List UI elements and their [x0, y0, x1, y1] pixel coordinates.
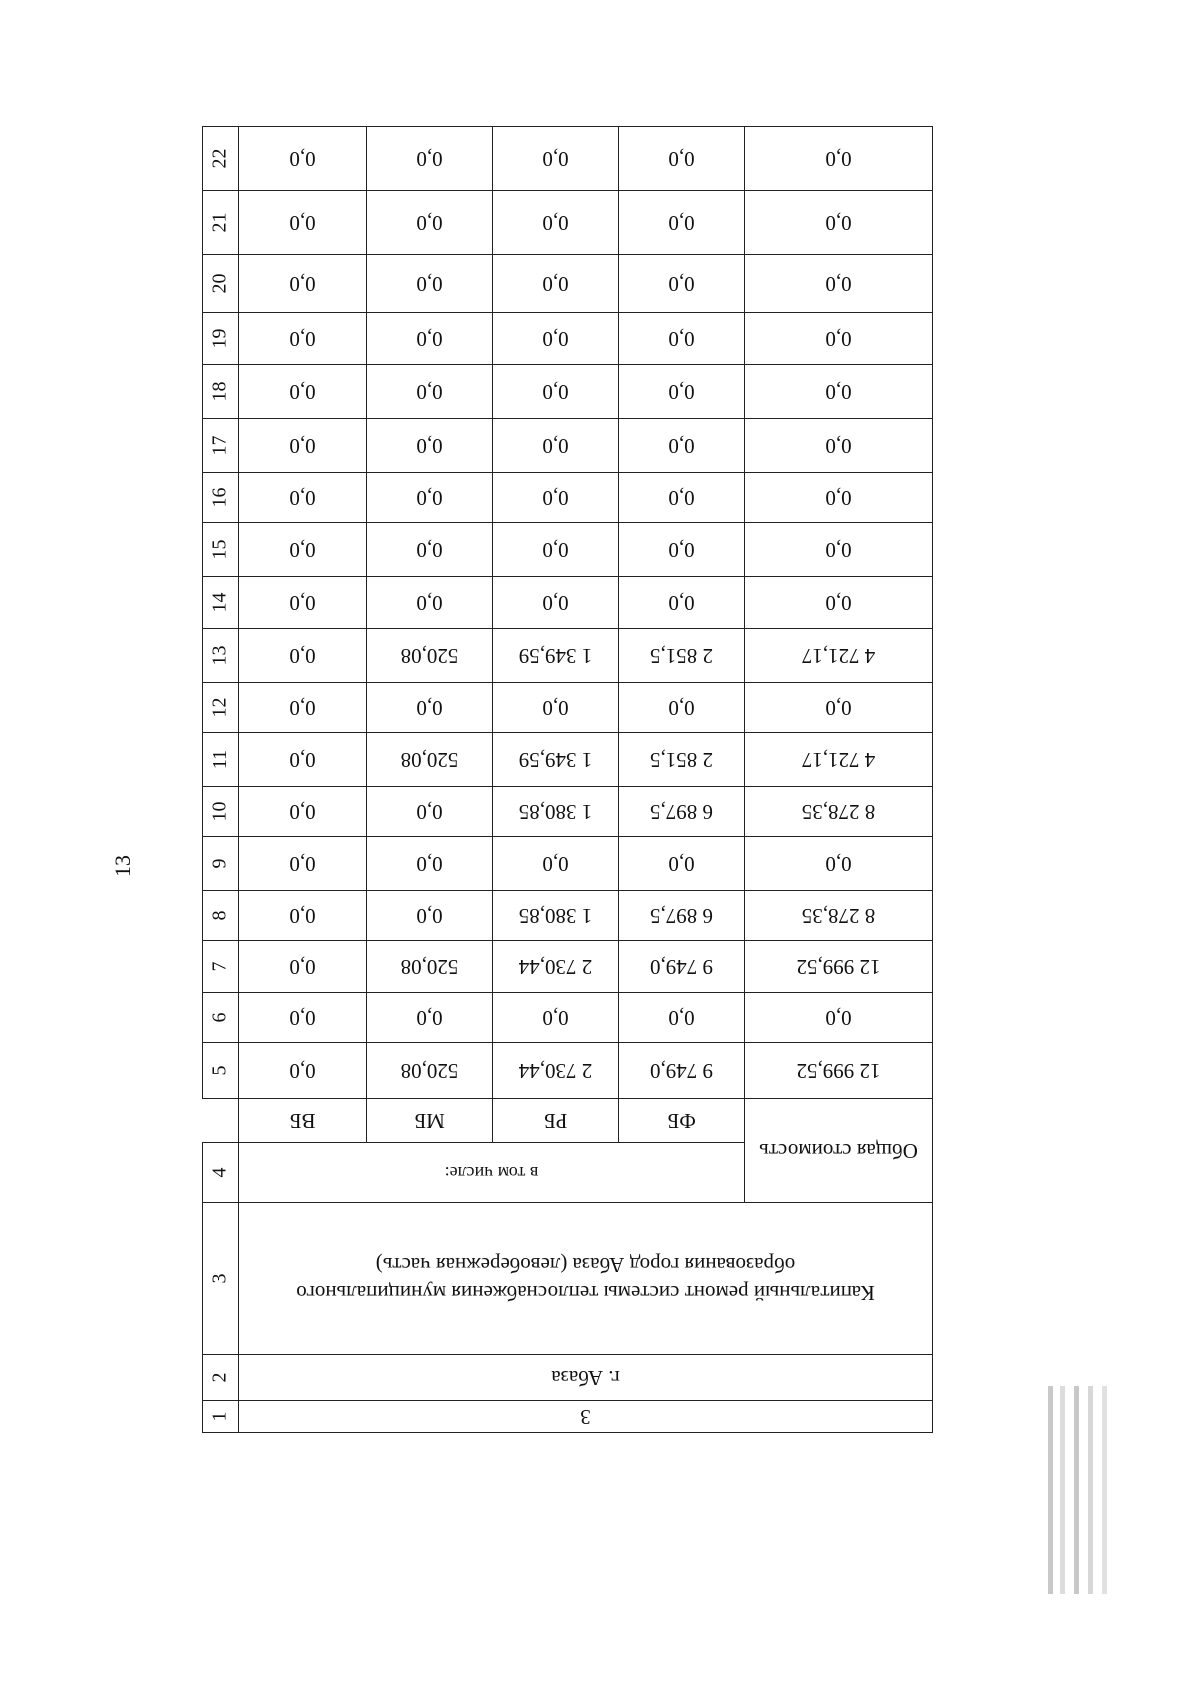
value-cell: 0,0	[367, 473, 493, 523]
value-cell: 0,0	[239, 313, 367, 365]
value-cell: 12 999,52	[745, 1043, 933, 1099]
table-row	[203, 1401, 933, 1433]
financing-table	[202, 126, 933, 1433]
value-cell: 0,0	[367, 313, 493, 365]
table-row	[203, 787, 933, 837]
value-cell: 520,08	[367, 629, 493, 683]
column-number: 7	[209, 961, 231, 972]
column-number: 13	[209, 645, 231, 666]
table-row	[203, 941, 933, 993]
value-cell: 1 380,85	[493, 787, 619, 837]
table-row	[203, 577, 933, 629]
value-cell: 0,0	[745, 993, 933, 1043]
value-cell: 12 999,52	[745, 941, 933, 993]
column-number: 22	[209, 148, 231, 169]
value-cell: 0,0	[745, 313, 933, 365]
column-number-cell	[203, 523, 239, 577]
table-row	[203, 993, 933, 1043]
value-cell: 0,0	[619, 993, 745, 1043]
table-row	[203, 629, 933, 683]
value-cell: 0,0	[367, 683, 493, 733]
value-cell: 0,0	[367, 837, 493, 891]
column-number: 11	[209, 749, 232, 770]
value-cell: 0,0	[239, 941, 367, 993]
table-row	[203, 191, 933, 255]
column-number-cell	[203, 1203, 239, 1355]
value-cell: 9 749,0	[619, 941, 745, 993]
value-cell: 2 730,44	[493, 941, 619, 993]
value-cell: 520,08	[367, 733, 493, 787]
value-cell: 1 380,85	[493, 891, 619, 941]
value-cell: 0,0	[239, 1043, 367, 1099]
value-cell: 4 721,17	[745, 629, 933, 683]
table-row	[203, 313, 933, 365]
table-row	[203, 255, 933, 313]
table-row	[203, 523, 933, 577]
column-number: 3	[209, 1273, 231, 1284]
value-cell: 2 851,5	[619, 629, 745, 683]
value-cell: 0,0	[619, 127, 745, 191]
column-number-cell	[203, 127, 239, 191]
value-cell: 0,0	[619, 313, 745, 365]
column-number-cell	[203, 1043, 239, 1099]
source-label-cell: МБ	[367, 1099, 493, 1143]
value-cell: 0,0	[367, 787, 493, 837]
value-cell: 0,0	[367, 127, 493, 191]
source-label-cell: ФБ	[619, 1099, 745, 1143]
value-cell: 1 349,59	[493, 733, 619, 787]
value-cell: 0,0	[239, 473, 367, 523]
value-cell: 0,0	[239, 891, 367, 941]
value-cell: 0,0	[493, 255, 619, 313]
value-cell: 0,0	[367, 577, 493, 629]
table-row	[203, 473, 933, 523]
value-cell: 0,0	[619, 837, 745, 891]
value-cell: 0,0	[493, 127, 619, 191]
value-cell: 0,0	[239, 787, 367, 837]
value-cell: 0,0	[619, 419, 745, 473]
column-number: 14	[209, 592, 231, 613]
source-label-cell: ВБ	[239, 1099, 367, 1143]
column-number-cell	[203, 577, 239, 629]
column-number-cell	[203, 993, 239, 1043]
value-cell: 0,0	[745, 255, 933, 313]
column-number: 8	[209, 910, 231, 921]
table-row	[203, 1355, 933, 1401]
column-number-cell	[203, 419, 239, 473]
column-number-cell	[203, 473, 239, 523]
value-cell: 1 349,59	[493, 629, 619, 683]
subheader-cell: в том числе:	[239, 1143, 745, 1203]
value-cell: 0,0	[239, 523, 367, 577]
column-number: 15	[209, 539, 231, 560]
table-row	[203, 419, 933, 473]
table-row	[203, 733, 933, 787]
value-cell: 0,0	[239, 419, 367, 473]
value-cell: 0,0	[745, 191, 933, 255]
value-cell: 0,0	[367, 191, 493, 255]
table-row	[203, 891, 933, 941]
value-cell: 0,0	[493, 313, 619, 365]
value-cell: 520,08	[367, 1043, 493, 1099]
column-number-cell	[203, 255, 239, 313]
source-label-cell: РБ	[493, 1099, 619, 1143]
value-cell: 520,08	[367, 941, 493, 993]
value-cell: 0,0	[745, 683, 933, 733]
column-number-cell	[203, 891, 239, 941]
value-cell: 8 278,35	[745, 891, 933, 941]
value-cell: 0,0	[745, 419, 933, 473]
value-cell: 0,0	[745, 473, 933, 523]
value-cell: 0,0	[493, 191, 619, 255]
value-cell: 0,0	[493, 419, 619, 473]
value-cell: 6 897,5	[619, 787, 745, 837]
value-cell: 0,0	[239, 191, 367, 255]
column-number: 1	[209, 1411, 231, 1422]
value-cell: 0,0	[367, 255, 493, 313]
column-number: 6	[209, 1012, 231, 1023]
value-cell: 0,0	[239, 127, 367, 191]
value-cell: 0,0	[239, 255, 367, 313]
column-number: 5	[209, 1065, 231, 1076]
value-cell: 0,0	[619, 255, 745, 313]
table-row	[203, 365, 933, 419]
value-cell: 0,0	[239, 683, 367, 733]
description-cell: Капитальный ремонт системы теплоснабжения муниципального образования город Абаза (левобережная часть)	[239, 1203, 933, 1355]
value-cell: 0,0	[239, 577, 367, 629]
value-cell: 8 278,35	[745, 787, 933, 837]
column-number-cell	[203, 313, 239, 365]
value-cell: 0,0	[493, 577, 619, 629]
column-number-cell	[203, 941, 239, 993]
value-cell: 0,0	[239, 629, 367, 683]
value-cell: 0,0	[619, 473, 745, 523]
value-cell: 0,0	[367, 891, 493, 941]
column-number-cell	[203, 1401, 239, 1433]
value-cell: 0,0	[619, 577, 745, 629]
table-row	[203, 1143, 933, 1203]
value-cell: 0,0	[619, 523, 745, 577]
column-number: 2	[209, 1372, 231, 1383]
value-cell: 0,0	[239, 733, 367, 787]
column-number-cell	[203, 683, 239, 733]
table-row	[203, 1203, 933, 1355]
column-number: 9	[209, 858, 231, 869]
value-cell: 0,0	[745, 837, 933, 891]
column-number-cell	[203, 1355, 239, 1401]
value-cell: 0,0	[493, 523, 619, 577]
value-cell: 0,0	[367, 523, 493, 577]
value-cell: 0,0	[367, 365, 493, 419]
column-number-cell	[203, 1143, 239, 1203]
value-cell: 0,0	[367, 419, 493, 473]
value-cell: 6 897,5	[619, 891, 745, 941]
value-cell: 0,0	[619, 683, 745, 733]
column-number-cell	[203, 787, 239, 837]
value-cell: 0,0	[239, 837, 367, 891]
value-cell: 0,0	[619, 191, 745, 255]
value-cell: 2 851,5	[619, 733, 745, 787]
value-cell: 4 721,17	[745, 733, 933, 787]
value-cell: 0,0	[745, 577, 933, 629]
column-number-cell	[203, 837, 239, 891]
value-cell: 0,0	[493, 473, 619, 523]
value-cell: 9 749,0	[619, 1043, 745, 1099]
scan-stamp	[1040, 1380, 1126, 1600]
column-number-cell	[203, 365, 239, 419]
column-number: 4	[209, 1167, 231, 1178]
table-row	[203, 683, 933, 733]
value-cell: 0,0	[745, 523, 933, 577]
column-number: 18	[209, 381, 231, 402]
value-cell: 0,0	[493, 365, 619, 419]
table-row	[203, 837, 933, 891]
value-cell: 0,0	[239, 365, 367, 419]
table-row	[203, 1043, 933, 1099]
column-number: 12	[209, 697, 231, 718]
column-number-cell	[203, 191, 239, 255]
column-number: 21	[209, 212, 231, 233]
total-label-cell: Общая стоимость	[745, 1099, 933, 1203]
column-number-cell	[203, 629, 239, 683]
table-row	[203, 127, 933, 191]
column-number: 17	[209, 435, 231, 456]
column-number: 10	[209, 801, 231, 822]
value-cell: 0,0	[493, 683, 619, 733]
column-number: 19	[209, 328, 231, 349]
value-cell: 0,0	[619, 365, 745, 419]
row-number-cell: 3	[239, 1401, 933, 1433]
column-number-cell	[203, 733, 239, 787]
value-cell: 0,0	[493, 837, 619, 891]
column-number: 20	[209, 273, 231, 294]
value-cell: 0,0	[493, 993, 619, 1043]
value-cell: 0,0	[367, 993, 493, 1043]
location-cell: г. Абаза	[239, 1355, 933, 1401]
column-number: 16	[209, 487, 231, 508]
value-cell: 2 730,44	[493, 1043, 619, 1099]
value-cell: 0,0	[745, 127, 933, 191]
value-cell: 0,0	[239, 993, 367, 1043]
page-number: 13	[110, 855, 135, 877]
value-cell: 0,0	[745, 365, 933, 419]
